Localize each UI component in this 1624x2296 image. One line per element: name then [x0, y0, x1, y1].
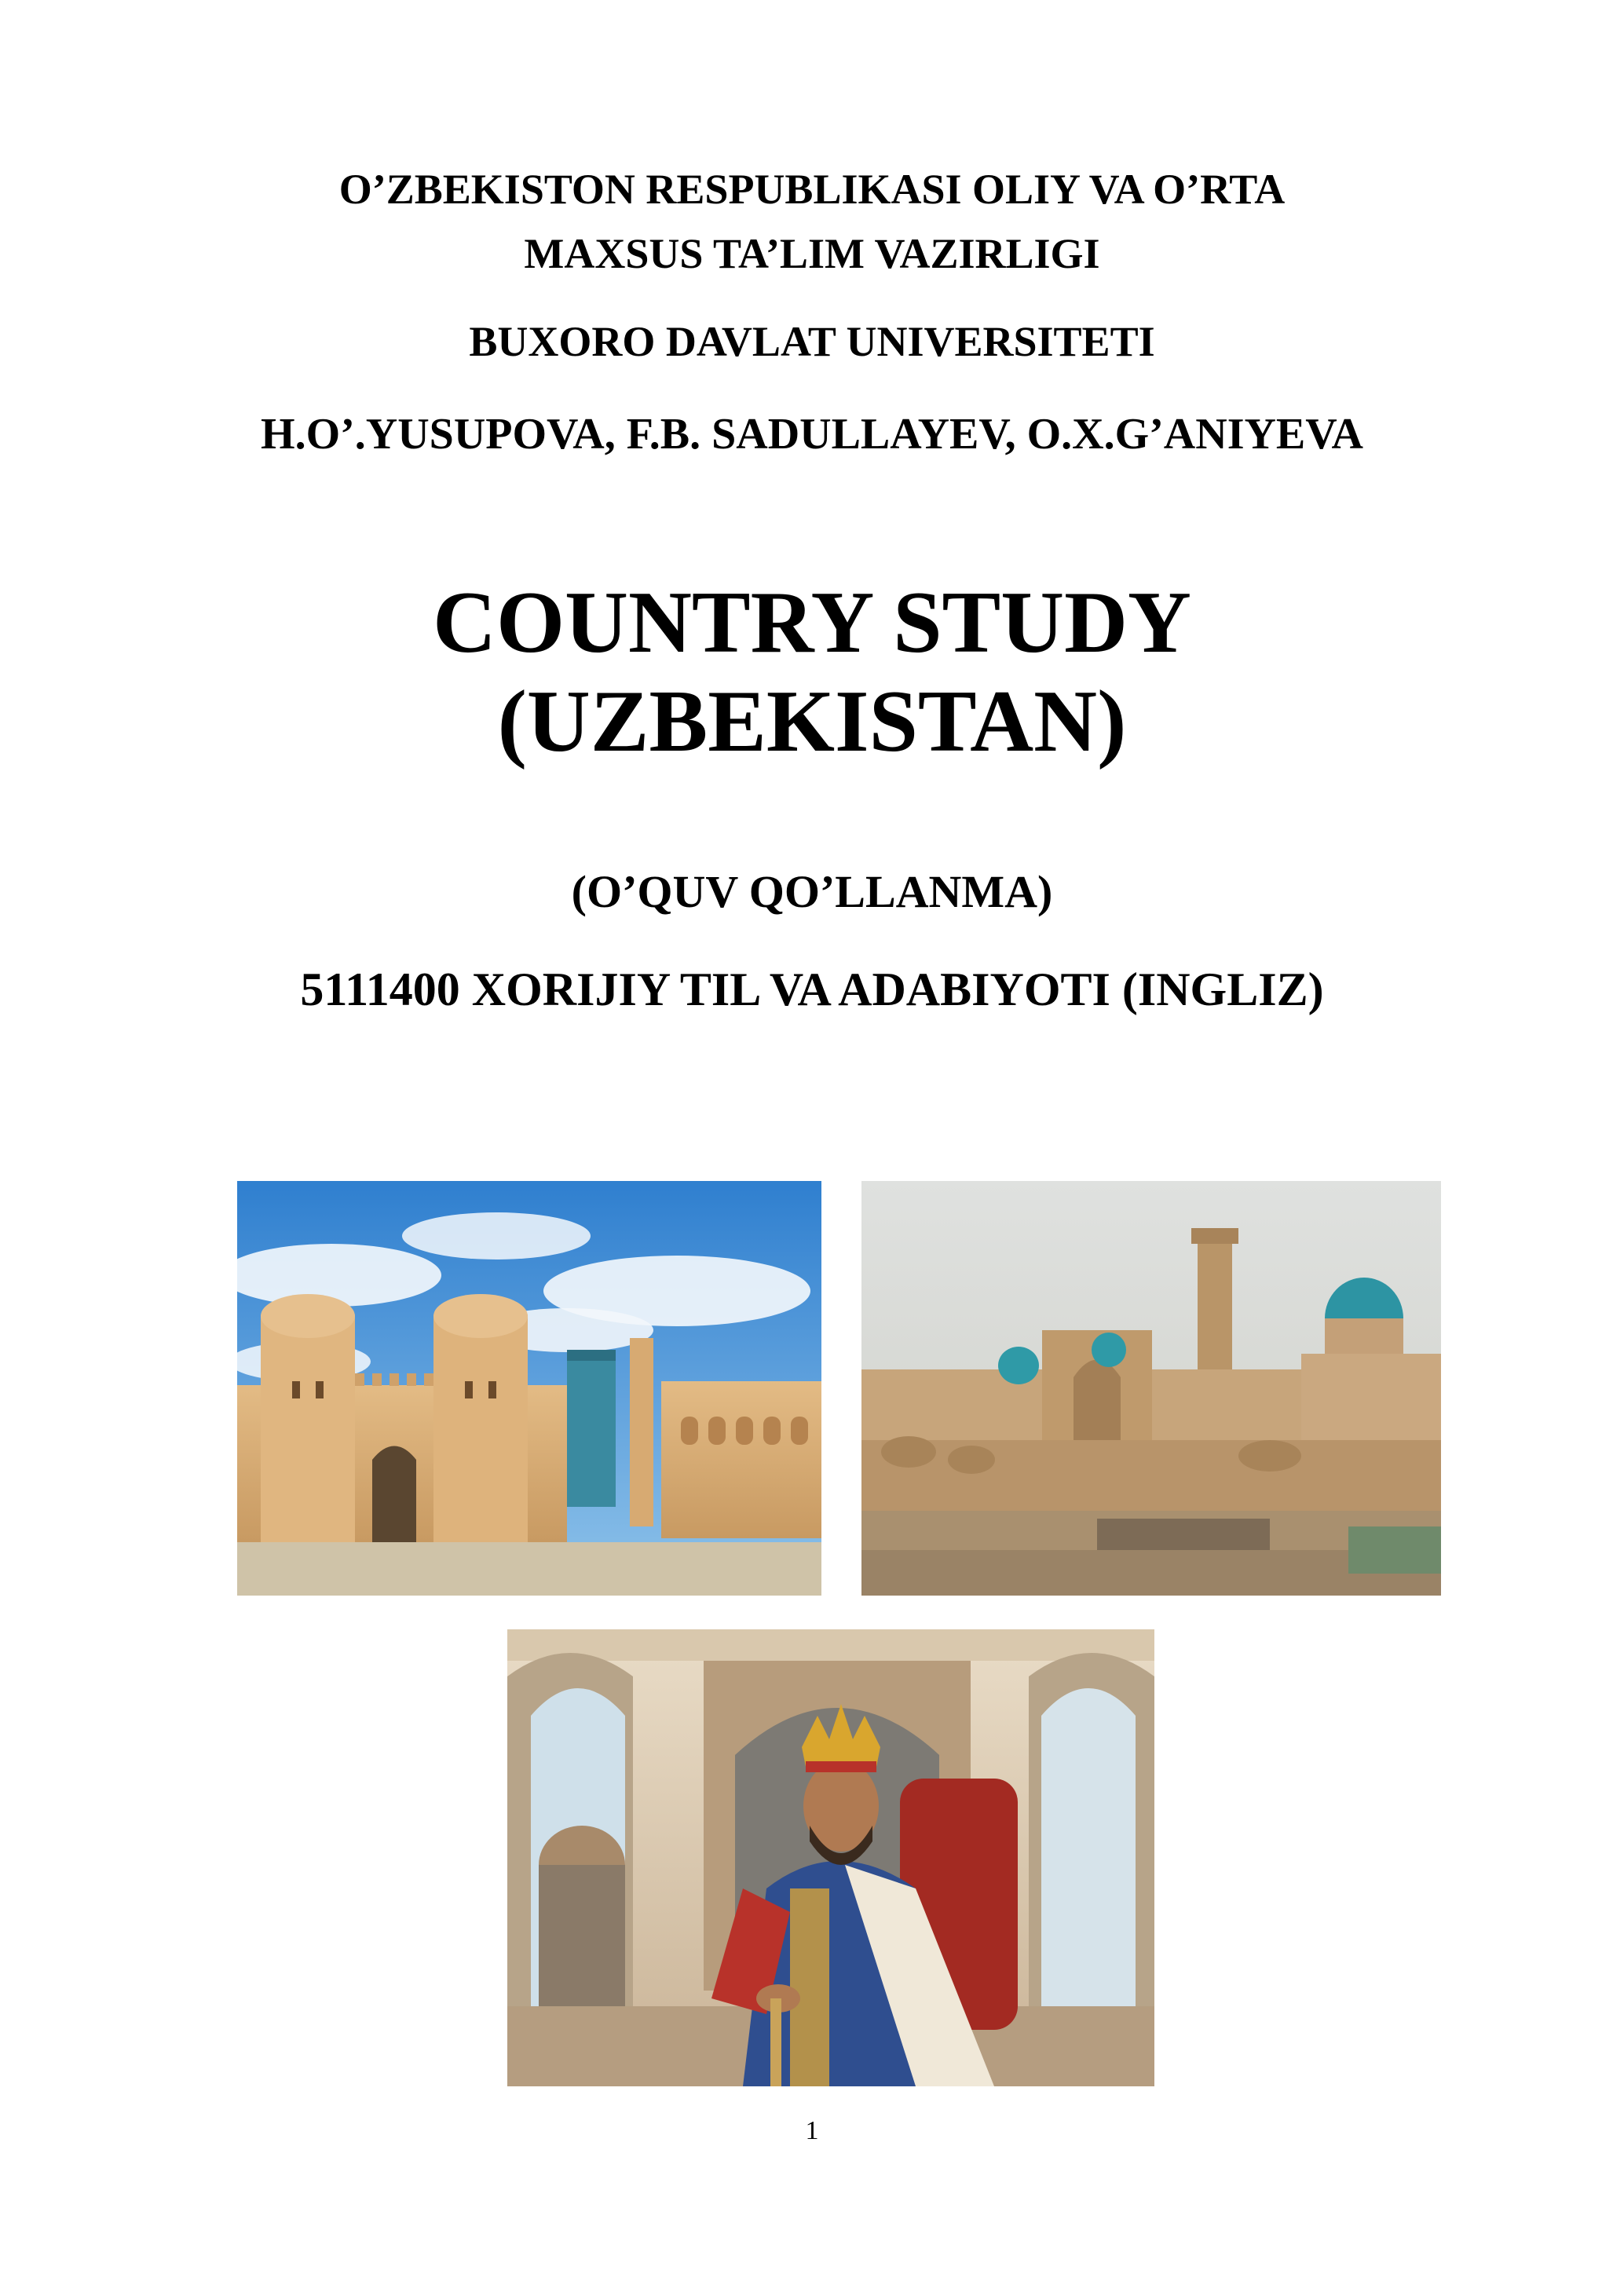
bukhara-skyline-photo	[861, 1181, 1441, 1596]
ministry-line-1: O’ZBEKISTON RESPUBLIKASI OLIY VA O’RTA	[338, 166, 1286, 213]
khiva-gate-photo	[237, 1181, 821, 1596]
authors-line: H.O’.YUSUPOVA, F.B. SADULLAYEV, O.X.G’ANIYEVA	[261, 410, 1363, 459]
amir-temur-portrait-photo	[507, 1629, 1154, 2086]
book-subtitle: (O’QUV QO’LLANMA)	[571, 866, 1053, 917]
program-code: 5111400 XORIJIY TIL VA ADABIYOTI (INGLIZ)	[300, 963, 1324, 1015]
book-title-line-1: COUNTRY STUDY	[433, 574, 1191, 671]
book-title	[0, 573, 1624, 771]
university-name: BUXORO DAVLAT UNIVERSITETI	[469, 318, 1155, 365]
ministry-heading	[0, 157, 1624, 286]
ministry-line-2: MAXSUS TA’LIM VAZIRLIGI	[524, 230, 1100, 277]
book-title-line-2: (UZBEKISTAN)	[497, 673, 1127, 770]
page-number: 1	[805, 2116, 819, 2145]
